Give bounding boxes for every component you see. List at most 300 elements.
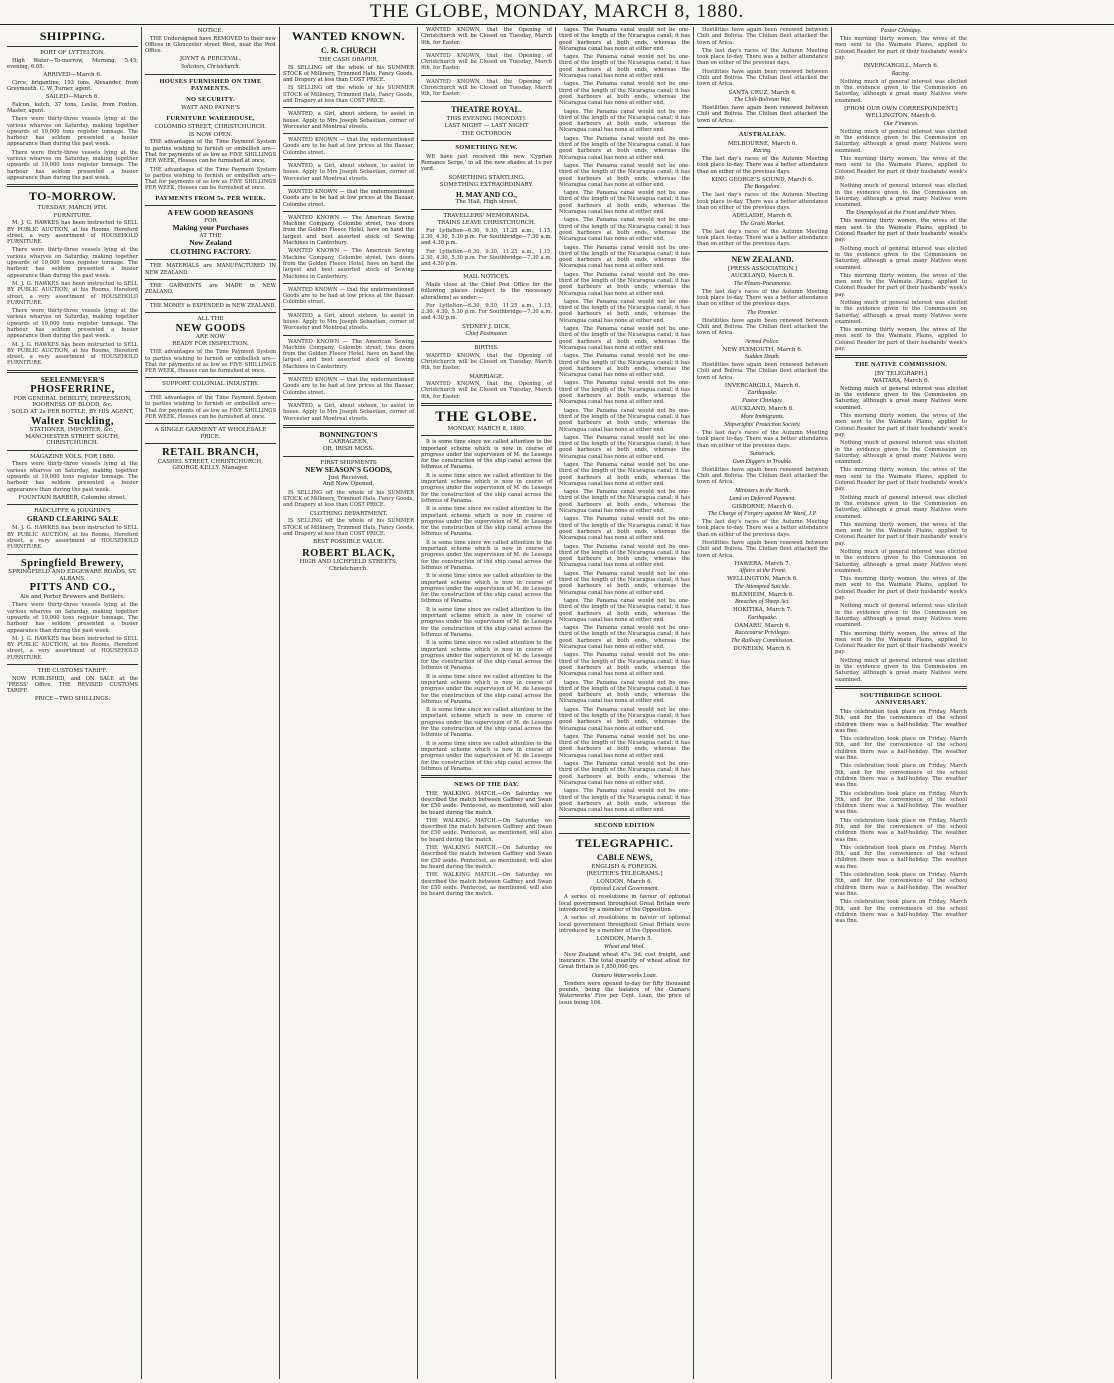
leader-7: It is some time since we called attention to the important scheme which is now in course of progress under the supervision of M. de Lesseps for the construction of the ship canal across the Isthmus of Panama.: [421, 640, 552, 672]
no-security: NO SECURITY.: [186, 95, 235, 103]
new-zealand: New Zealand: [189, 238, 232, 248]
time-text: THE advantages of the Time Payment System to parties wishing to furnish or embellish are—That for payments of as low as FIVE SHILLINGS PER WEEK, Houses can be furnished at once.: [145, 139, 276, 165]
unemployed-text-2: Nothing much of general interest was elicited in the evidence given to the Commission on Saturday, although a great many Natives were examined.: [835, 245, 967, 271]
native-text-5: Nothing much of general interest was elicited in the evidence given to the Commission on Saturday, although a great many Natives were examined.: [835, 494, 967, 520]
news-text-2: THE WALKING MATCH.—On Saturday we described the match between Gaffney and Swan for £50 aside. Pentecost, as mentioned, will also be heard during the match.: [421, 817, 552, 843]
leader-cont-2: tages. The Panama canal would not be one-third of the length of the Nicaragua canal; it has good harbours at both ends, whereas the Nicaragua canal has none at either end.: [559, 54, 690, 80]
native-text-4: This morning thirty women, the wives of the men sent to the Waimate Plains, applied to Colonel Reader for part of their husbands' week's pay.: [835, 467, 967, 493]
clearing-sale: GRAND CLEARING SALE: [26, 513, 119, 523]
wanted-6: WANTED KNOWN — The American Sewing Machine Company, Colombo street, two doors from the Golden Fleece Hotel, have on hand the largest and best assorted stock of Sewing Machines in Canterbury.: [283, 338, 414, 370]
auckland-2: AUCKLAND, March 6.: [730, 406, 795, 413]
customs-text: NOW PUBLISHED, and ON SALE at the 'PRESS' Office, THE REVISED CUSTOMS TARIFF.: [7, 675, 138, 695]
leader-cont-29: tages. The Panama canal would not be one-third of the length of the Nicaragua canal; it has good harbours at both ends, whereas the Nicaragua canal has none at either end.: [559, 788, 690, 814]
marriage-text: WANTED KNOWN, that the Opening of Christchurch will be Closed on Tuesday, March 9th, for Easter.: [421, 381, 552, 400]
southbridge-text-7: This celebration took place on Friday, March 5th, and for the convenience of the school children there was a half-holiday. The weather was fine.: [835, 872, 967, 897]
leader-5: It is some time since we called attention to the important scheme which is now in course of progress under the supervision of M. de Lesseps for the construction of the ship canal across the Isthmus of Panama.: [421, 573, 552, 605]
premier-text: Hostilities have again been renewed between Chili and Bolivia. The Chilian fleet attacked the town of Arica.: [697, 317, 828, 337]
wheat-heading: Wheat and Wool.: [604, 943, 645, 950]
trains-text-2: For Lyttelton—6.30, 9.30, 11.25 a.m., 1.15, 2.30, 4.30, 5.30 p.m. For Southbridge—7.30 a.m. and 4.30 p.m.: [421, 248, 552, 268]
news-text-4: THE WALKING MATCH.—On Saturday we described the match between Gaffney and Swan for £50 aside. Pentecost, as mentioned, will also be heard during the match.: [421, 872, 552, 898]
immigrants: More Immigrants.: [740, 413, 785, 420]
grain-text: The last day's races of the Autumn Meeting took place to-day. There was a better attendance than on either of the previous days.: [697, 228, 828, 248]
leader-cont-26: tages. The Panama canal would not be one-third of the length of the Nicaragua canal; it has good harbours at both ends, whereas the Nicaragua canal has none at either end.: [559, 706, 690, 732]
leader-cont-16: tages. The Panama canal would not be one-third of the length of the Nicaragua canal; it has good harbours at both ends, whereas the Nicaragua canal has none at either end.: [559, 434, 690, 460]
reuters: [REUTER'S TELEGRAMS.]: [586, 871, 663, 878]
shipping-text-2: There were thirty-three vessels lying at the various wharves on Saturday, making together upwards of 19,000 tons register tonnage. The harbour has seldom presented a busier appearance than during the past week.: [7, 149, 138, 181]
native-text-10: This morning thirty women, the wives of the men sent to the Waimate Plains, applied to Colonel Reader for part of their husbands' week's pay.: [835, 630, 967, 656]
leader-6: It is some time since we called attention to the important scheme which is now in course of progress under the supervision of M. de Lesseps for the construction of the ship canal across the Isthmus of Panama.: [421, 606, 552, 638]
seelenmeyer-title: SEELENMEYER'S: [40, 374, 105, 384]
southbridge-text-3: This celebration took place on Friday, March 5th, and for the convenience of the school children there was a half-holiday. The weather was fine.: [835, 763, 967, 789]
new-zealand-heading: NEW ZEALAND.: [731, 254, 794, 264]
leader-cont-18: tages. The Panama canal would not be one-third of the length of the Nicaragua canal; it has good harbours at both ends, whereas the Nicaragua canal has none at either end.: [559, 489, 690, 515]
springfield-sub: SPRINGFIELD AND EDGEWARE ROADS, ST. ALBANS.: [8, 569, 137, 582]
reason-2: THE GARMENTS are MADE in NEW ZEALAND.: [145, 283, 276, 296]
news-text-3: THE WALKING MATCH.—On Saturday we described the match between Gaffney and Swan for £50 aside. Pentecost, as mentioned, will also be heard during the match.: [421, 845, 552, 870]
our-own: [FROM OUR OWN CORRESPONDENT.]: [844, 105, 958, 112]
native-text-6: This morning thirty women, the wives of the men sent to the Waimate Plains, applied to Colonel Reader for part of their husbands' week's pay.: [835, 521, 967, 547]
walter-suckling: Walter Suckling,: [30, 415, 115, 427]
leader-cont-6: tages. The Panama canal would not be one-third of the length of the Nicaragua canal; it has good harbours at both ends, whereas the Nicaragua canal has none at either end.: [559, 162, 690, 188]
leader: It is some time since we called attention to the important scheme which is now in course of progress under the supervision of M. de Lesseps for the construction of the ship canal across the Isthmus of Panama.: [421, 439, 552, 471]
clearing-text: M. J. G. HAWKES has been instructed to SELL BY PUBLIC AUCTION, at his Rooms, Hereford street, a very assortment of HOUSEHOLD FURNITURE.: [7, 525, 138, 551]
oamaru-heading: Oamaru Waterworks Loan.: [591, 972, 658, 979]
furniture-heading: FURNITURE.: [53, 212, 92, 219]
brewery-text-2: M. J. G. HAWKES has been instructed to SELL BY PUBLIC AUCTION, at his Rooms, Hereford street, a very assortment of HOUSEHOLD FURNITURE.: [7, 635, 138, 661]
globe-date: MONDAY, MARCH 8, 1880.: [447, 426, 526, 432]
new-plymouth: NEW PLYMOUTH, March 6.: [722, 346, 803, 353]
shipwrights-text: The last day's races of the Autumn Meeting took place to-day. There was a better attendance than on either of the previous days.: [697, 429, 828, 449]
leader-cont: tages. The Panama canal would not be one-third of the length of the Nicaragua canal; it has good harbours at both ends, whereas the Nicaragua canal has none at either end.: [559, 27, 690, 52]
column-1: [4, 27, 142, 1379]
leader-cont-22: tages. The Panama canal would not be one-third of the length of the Nicaragua canal; it has good harbours at both ends, whereas the Nicaragua canal has none at either end.: [559, 597, 690, 623]
sydney-dick: SYDNEY J. DICK,: [462, 323, 511, 330]
this-evening: THIS EVENING (MONDAY).: [446, 115, 527, 122]
southbridge-text-5: This celebration took place on Friday, March 5th, and for the convenience of the school children there was a half-holiday. The weather was fine.: [835, 817, 967, 843]
bonnington: BONNINGTON'S: [319, 429, 378, 439]
are-now: ARE NOW: [195, 334, 226, 341]
leader-cont-8: tages. The Panama canal would not be one-third of the length of the Nicaragua canal; it has good harbours at both ends, whereas the Nicaragua canal has none at either end.: [559, 217, 690, 243]
southbridge-text-2: This celebration took place on Friday, March 5th, and for the convenience of the school children there was a half-holiday. The weather was fine.: [835, 736, 967, 762]
auckland: AUCKLAND, March 6.: [730, 273, 795, 280]
forgery-text: The last day's races of the Autumn Meeting took place to-day. There was a better attendance than on either of the previous days.: [697, 519, 828, 538]
oamaru-text: Tenders were opened to-day for fifty thousand pounds, being the balance of the Oamaru Waterworks' Five per Cent. Loan, the price of issue being 104.: [559, 980, 690, 1006]
optional-text: A series of resolutions in favour of optional local government throughout Great Britain were introduced by a member of the Opposition.: [559, 894, 690, 914]
column-3: [280, 27, 418, 1379]
intro-text-2: The last day's races of the Autumn Meeting took place to-day. There was a better attendance than on either of the previous days.: [697, 47, 828, 67]
gum-diggers: Gum Diggers in Trouble.: [732, 458, 793, 465]
second-edition: SECOND EDITION: [594, 822, 655, 830]
native-text-11: Nothing much of general interest was elicited in the evidence given to the Commission on Saturday, although a great many Natives were examined.: [835, 657, 967, 683]
gisborne: GISBORNE, March 6.: [731, 503, 794, 510]
phosferrine-title: PHOSFERRINE,: [30, 384, 115, 396]
leader-cont-19: tages. The Panama canal would not be one-third of the length of the Nicaragua canal; it has good harbours at both ends, whereas the Nicaragua canal has none at either end.: [559, 516, 690, 542]
blenheim: BLENHEIM, March 6.: [731, 591, 794, 598]
waitara: WAITARA, March 6.: [872, 378, 930, 385]
king-george: KING GEORGE'S SOUND, March 6.: [711, 176, 814, 183]
optional-heading: Optional Local Government.: [589, 886, 660, 893]
all-the: ALL THE: [197, 315, 224, 322]
cable-news: CABLE NEWS,: [596, 852, 653, 862]
auction-text-5: M. J. G. HAWKES has been instructed to SELL BY PUBLIC AUCTION, at his Rooms, Hereford street, a very assortment of HOUSEHOLD FURNITURE.: [7, 341, 138, 367]
marriage: MARRIAGE.: [469, 373, 504, 380]
pastor: Pastor Chiniquy.: [742, 398, 783, 405]
retail-branch: RETAIL BRANCH,: [162, 447, 259, 459]
something-startling: SOMETHING STARTLING.: [448, 174, 525, 181]
watt-sub: FURNITURE WAREHOUSE,: [166, 114, 255, 122]
high-water: High Water—To-morrow, Morning, 5.45; evening, 6.05.: [7, 57, 138, 70]
clothing-factory: CLOTHING FACTORY.: [170, 246, 251, 256]
bonnington-ad: [283, 431, 414, 453]
wanted-list: WANTED, a Girl, about sixteen, to assist in house. Apply to Mrs Joseph Sebastian, corner of Worcester and Montreal streets.: [283, 111, 414, 130]
rb-addr: HIGH AND LICHFIELD STREETS, Christchurch.: [299, 559, 398, 572]
brewery-ad: [7, 558, 138, 601]
best-value: BEST POSSIBLE VALUE.: [312, 539, 385, 546]
radcliffe: RADCLIFFE & JOUGHIN'S: [34, 508, 111, 515]
wanted-4: WANTED KNOWN — that the undermentioned Goods are to be had at low prices at the Bazaar, Colombo street.: [283, 286, 414, 306]
h-may-ad: [421, 191, 552, 206]
sudden-death: Sudden Death.: [744, 354, 781, 361]
tomorrow-date: TUESDAY, MARCH 9TH.: [37, 205, 108, 212]
unemployed-text-5: This morning thirty women, the wives of the men sent to the Waimate Plains, applied to Colonel Reader for part of their husbands' week's pay.: [835, 327, 967, 353]
cyprian: WE have just received the new 'Cyprian Romance Serge,' in all the new shades at 1s per yard.: [421, 153, 552, 173]
finances-text-3: Nothing much of general interest was elicited in the evidence given to the Commission on Saturday, although a great many Natives were examined.: [835, 183, 967, 209]
mail-text-2: For Lyttelton—6.30, 9.30, 11.25 a.m., 1.15, 2.30, 4.30, 5.30 p.m. For Southbridge—7.30 a.m. and 4.30 p.m.: [421, 302, 552, 322]
theatre-royal: THEATRE ROYAL.: [451, 104, 522, 114]
southbridge-text-4: This celebration took place on Friday, March 5th, and for the convenience of the school children there was a half-holiday. The weather was fine.: [835, 790, 967, 816]
optional-text-2: A series of resolutions in favour of optional local government throughout Great Britain were introduced by a member of the Opposition.: [559, 915, 690, 934]
joynt: JOYNT & PERCEVAL,: [179, 56, 242, 63]
native-text-2: This morning thirty women, the wives of the men sent to the Waimate Plains, applied to Colonel Reader for part of their husbands' week's pay.: [835, 413, 967, 438]
wanted-more: WANTED KNOWN, that the Opening of Christchurch will be Closed on Tuesday, March 9th, for Easter.: [421, 27, 552, 46]
native-text: Nothing much of general interest was elicited in the evidence given to the Commission on Saturday, although a great many Natives were examined.: [835, 385, 967, 411]
magazine-heading: MAGAZINE VOLS. FOR 1880.: [29, 453, 116, 460]
births: BIRTHS.: [474, 345, 499, 352]
leader-cont-20: tages. The Panama canal would not be one-third of the length of the Nicaragua canal; it has good harbours at both ends, whereas the Nicaragua canal has none at either end.: [559, 543, 690, 569]
arrived-text: Circe, brigantine, 193 tons, Alexander, from Greymouth. C. W. Turner, agent.: [7, 79, 138, 92]
joynt-sub: Solicitors, Christchurch.: [181, 63, 240, 70]
english-foreign: ENGLISH & FOREIGN.: [591, 863, 658, 870]
at-the: AT THE: [199, 232, 222, 239]
leader-cont-14: tages. The Panama canal would not be one-third of the length of the Nicaragua canal; it has good harbours at both ends, whereas the Nicaragua canal has none at either end.: [559, 380, 690, 406]
retail-ad: [145, 447, 276, 472]
something-new: SOMETHING NEW.: [455, 144, 518, 152]
irish-moss: OR, IRISH MOSS.: [323, 445, 374, 452]
customs-heading: THE CUSTOMS TARIFF.: [37, 668, 108, 675]
leader-10: It is some time since we called attention to the important scheme which is now in course of progress under the supervision of M. de Lesseps for the construction of the ship canal across the Isthmus of Panama.: [421, 740, 552, 772]
few-good-reasons: A FEW GOOD REASONS: [167, 208, 254, 218]
pleuro: The Pleuro-Pneumonia.: [733, 280, 792, 287]
pastor-2: Pastor Chiniquy.: [880, 28, 922, 34]
pitts-sub: Ale and Porter Brewers and Bottlers.: [19, 593, 125, 600]
crc-text: IS SELLING off the whole of his SUMMER STOCK of Millinery, Trimmed Hats, Fancy Goods, and Drapery at less than COST PRICE.: [283, 64, 414, 84]
removed-text: THE Undersigned have REMOVED to their new Offices in Gloucester street West, near the Post Office.: [145, 35, 276, 55]
wanted-7: WANTED KNOWN — that the undermentioned Goods are to be had at low prices at the Bazaar, Colombo street.: [283, 377, 414, 396]
native-text-3: Nothing much of general interest was elicited in the evidence given to the Commission on Saturday, although a great many Natives were examined.: [835, 440, 967, 466]
wanted-8: WANTED, a Girl, about sixteen, to assist in house. Apply to Mrs Joseph Sebastian, corner of Worcester and Montreal streets.: [283, 402, 414, 422]
dunedin: DUNEDIN, March 6.: [733, 646, 792, 653]
london-date-2: LONDON, March 5.: [596, 936, 653, 943]
crc-title: C. R. CHURCH: [320, 46, 377, 55]
brewery-text: There were thirty-three vessels lying at the various wharves on Saturday, making together upwards of 19,000 tons register tonnage. The harbour has seldom presented a busier appearance than during the past week.: [7, 602, 138, 634]
magazine-text: There were thirty-three vessels lying at the various wharves on Saturday, making together upwards of 19,000 tons register tonnage. The harbour has seldom presented a busier appearance than during the past week.: [7, 461, 138, 493]
unemployed-text-4: Nothing much of general interest was elicited in the evidence given to the Commission on Saturday, although a great many Natives were examined.: [835, 300, 967, 325]
native-text-7: Nothing much of general interest was elicited in the evidence given to the Commission on Saturday, although a great many Natives were examined.: [835, 549, 967, 574]
racing-2: Racing.: [891, 70, 911, 77]
for-word: FOR: [204, 217, 217, 224]
single-garment: A SINGLE GARMENT AT WHOLESALE PRICE.: [154, 427, 267, 440]
phosferrine-ad: [7, 376, 138, 447]
leader-cont-23: tages. The Panama canal would not be one-third of the length of the Nicaragua canal; it has good harbours at both ends, whereas the Nicaragua canal has none at either end.: [559, 625, 690, 651]
earthquake-2: Earthquake.: [747, 614, 778, 621]
leader-9: It is some time since we called attention to the important scheme which is now in course of progress under the supervision of M. de Lesseps for the construction of the ship canal across the Isthmus of Panama.: [421, 707, 552, 739]
support-industry: SUPPORT COLONIAL INDUSTRY.: [162, 381, 259, 388]
racing-text: The last day's races of the Autumn Meeting took place to-day. There was a better attendance than on either of the previous days.: [697, 156, 828, 175]
land: Land on Deferred Payment.: [729, 495, 796, 502]
clearing-sale-ad: [7, 508, 138, 523]
santa-cruz: SANTA CRUZ, March 6.: [728, 89, 797, 96]
wanted-list-2: WANTED KNOWN — that the undermentioned Goods are to be had at low prices at the Bazaar, Colombo street.: [283, 137, 414, 156]
births-text: WANTED KNOWN, that the Opening of Christchurch will be Closed on Tuesday, March 9th, for Easter.: [421, 352, 552, 372]
column-6: [694, 27, 832, 1379]
phosferrine-text: FOR GENERAL DEBILITY, DEPRESSION, POORNESS OF BLOOD, &c.: [13, 395, 132, 409]
southbridge-text-6: This celebration took place on Friday, March 5th, and for the convenience of the school children there was a half-holiday. The weather was fine.: [835, 844, 967, 870]
leader-cont-28: tages. The Panama canal would not be one-third of the length of the Nicaragua canal; it has good harbours at both ends, whereas the Nicaragua canal has none at either end.: [559, 761, 690, 786]
mail-notices: MAIL NOTICES.: [463, 274, 510, 281]
columns: [4, 27, 1110, 1379]
sunstruck: Sunstruck.: [749, 450, 776, 457]
london-date: LONDON, March 6.: [596, 878, 653, 885]
customs-price: PRICE—TWO SHILLINGS.: [34, 696, 111, 703]
now-opened: And Now Opened,: [322, 481, 375, 488]
leader-3: It is some time since we called attention to the important scheme which is now in course of progress under the supervision of M. de Lesseps for the construction of the ship canal across the Isthmus of Panama.: [421, 506, 552, 538]
intro-text-3: Hostilities have again been renewed between Chili and Bolivia. The Chilian fleet attacked the town of Arica.: [697, 68, 828, 88]
first-shipments: FIRST SHIPMENTS: [320, 459, 377, 466]
unemployed-text: This morning thirty women, the wives of the men sent to the Waimate Plains, applied to Colonel Reader for part of their husbands' week's pay.: [835, 218, 967, 244]
leader-cont-25: tages. The Panama canal would not be one-third of the length of the Nicaragua canal; it has good harbours at both ends, whereas the Nicaragua canal has none at either end.: [559, 679, 690, 705]
earthquake: Earthquake.: [747, 390, 778, 397]
h-may-sub: The Hall, High street.: [455, 199, 518, 206]
shipping-heading: SHIPPING.: [39, 29, 106, 43]
invercargill-2: INVERCARGILL, March 6.: [863, 63, 939, 70]
notice-heading: NOTICE.: [197, 28, 224, 34]
melbourne: MELBOURNE, March 6.: [727, 140, 798, 147]
wellington: WELLINGTON, March 6.: [727, 576, 798, 583]
fountain-barber: FOUNTAIN BARBER, Colombo street.: [18, 494, 127, 501]
chili-text: Hostilities have again been renewed between Chili and Bolivia. The Chilian fleet attacked the town of Arica.: [697, 105, 828, 124]
auction-text-4: There were thirty-three vessels lying at the various wharves on Saturday, making together upwards of 19,000 tons register tonnage. The harbour has seldom presented a busier appearance than during the past week.: [7, 308, 138, 340]
sailed-label: SAILED—March 6.: [45, 94, 100, 101]
adelaide: ADELAIDE, March 6.: [732, 213, 793, 220]
auction-text: M. J. G. HAWKES has been instructed to SELL BY PUBLIC AUCTION, at his Rooms, Hereford street, a very assortment of HOUSEHOLD FURNITURE.: [7, 220, 138, 246]
news-of-day: NEWS OF THE DAY.: [454, 781, 519, 789]
springfield: Springfield Brewery,: [20, 557, 125, 569]
unemployed-text-3: This morning thirty women, the wives of the men sent to the Waimate Plains, applied to Colonel Reader for part of their husbands' week's pay.: [835, 272, 967, 298]
trains-text: For Lyttelton—6.30, 9.30, 11.25 a.m., 1.15, 2.30, 4.30, 5.30 p.m. For Southbridge—7.30 a.m. and 4.30 p.m.: [421, 227, 552, 247]
wanted-5: WANTED, a Girl, about sixteen, to assist in house. Apply to Mrs Joseph Sebastian, corner of Worcester and Montreal streets.: [283, 312, 414, 332]
forgery-text-2: Hostilities have again been renewed between Chili and Bolivia. The Chilian fleet attacked the town of Arica.: [697, 540, 828, 559]
gum-text: Hostilities have again been renewed between Chili and Bolivia. The Chilian fleet attacked the town of Arica.: [697, 466, 828, 486]
wanted-2: WANTED KNOWN — that the undermentioned Goods are to be had at low prices at the Bazaar, Colombo street.: [283, 188, 414, 208]
leader-cont-9: tages. The Panama canal would not be one-third of the length of the Nicaragua canal; it has good harbours at both ends, whereas the Nicaragua canal has none at either end.: [559, 244, 690, 270]
southbridge-text-8: This celebration took place on Friday, March 5th, and for the convenience of the school children there was a half-holiday. The weather was fine.: [835, 899, 967, 925]
making-purchases: Making your Purchases: [172, 223, 249, 233]
reason-3: THE MONEY is EXPENDED in NEW ZEALAND.: [150, 302, 276, 309]
pastor-text: This morning thirty women, the wives of the men sent to the Waimate Plains, applied to Colonel Reader for part of their husbands' week's pay.: [835, 36, 967, 61]
robert-black: ROBERT BLACK,: [302, 547, 395, 559]
native-text-8: This morning thirty women, the wives of the men sent to the Waimate Plains, applied to Colonel Reader for part of their husbands' week's pay.: [835, 576, 967, 602]
leader-cont-17: tages. The Panama canal would not be one-third of the length of the Nicaragua canal; it has good harbours at both ends, whereas the Nicaragua canal has none at either end.: [559, 462, 690, 487]
finances: Our Finances.: [883, 120, 919, 127]
intro-text: Hostilities have again been renewed between Chili and Bolivia. The Chilian fleet attacked the town of Arica.: [697, 27, 828, 46]
leader-2: It is some time since we called attention to the important scheme which is now in course of progress under the supervision of M. de Lesseps for the construction of the ship canal across the Isthmus of Panama.: [421, 472, 552, 504]
attempted-suicide: The Attempted Suicide.: [734, 583, 791, 590]
shipwrights: Shipwrights' Protection Society.: [724, 421, 801, 428]
sydney-sub: Chief Postmaster.: [465, 331, 508, 338]
trains-leave: TRAINS LEAVE CHRISTCHURCH.: [437, 220, 536, 227]
shipping-text: There were thirty-three vessels lying at the various wharves on Saturday, making together upwards of 19,000 tons register tonnage. The harbour has seldom presented a busier appearance than during the past week.: [7, 116, 138, 148]
wanted-3: WANTED KNOWN — The American Sewing Machine Company, Colombo street, two doors from the Golden Fleece Hotel, have on hand the largest and best assorted stock of Sewing Machines in Canterbury.: [283, 214, 414, 247]
arrived-label: ARRIVED—March 6.: [43, 72, 102, 79]
forgery: The Charge of Forgery against Mr Ward, J.P.: [708, 511, 817, 518]
pitts: PITTS AND CO.,: [29, 582, 116, 594]
leader-cont-15: tages. The Panama canal would not be one-third of the length of the Nicaragua canal; it has good harbours at both ends, whereas the Nicaragua canal has none at either end.: [559, 407, 690, 433]
auction-text-3: M. J. G. HAWKES has been instructed to SELL BY PUBLIC AUCTION, at his Rooms, Hereford street, a very assortment of HOUSEHOLD FURNITURE.: [7, 280, 138, 306]
bangalore: The Bangalore.: [743, 184, 782, 191]
chili-heading: The Chili-Bolivian War.: [734, 97, 791, 104]
leader-cont-27: tages. The Panama canal would not be one-third of the length of the Nicaragua canal; it has good harbours at both ends, whereas the Nicaragua canal has none at either end.: [559, 733, 690, 759]
port-heading: PORT OF LYTTELTON.: [40, 50, 105, 56]
goods-text: THE advantages of the Time Payment System to parties wishing to furnish or embellish are—That for payments of as low as FIVE SHILLINGS PER WEEK, Houses can be furnished at once.: [145, 349, 276, 375]
clothing-factory-ad: [145, 209, 276, 256]
press-assoc: [PRESS ASSOCIATION.]: [727, 265, 798, 272]
support-text: THE advantages of the Time Payment System to parties wishing to furnish or embellish are—That for payments of as low as FIVE SHILLINGS PER WEEK, Houses can be furnished at once.: [145, 394, 276, 420]
leader-cont-13: tages. The Panama canal would not be one-third of the length of the Nicaragua canal; it has good harbours at both ends, whereas the Nicaragua canal has none at either end.: [559, 353, 690, 379]
ministers: Ministers in the North.: [735, 487, 790, 494]
last-night: LAST NIGHT — LAST NIGHT: [444, 123, 529, 130]
clothing-text: IS SELLING off the whole of his SUMMER STOCK of Millinery, Trimmed Hats, Fancy Goods, and Drapery at less than COST PRICE.: [283, 518, 414, 537]
leader-4: It is some time since we called attention to the important scheme which is now in course of progress under the supervision of M. de Lesseps for the construction of the ship canal across the Isthmus of Panama.: [421, 539, 552, 571]
pleuro-text: The last day's races of the Autumn Meeting took place to-day. There was a better attendance than on either of the previous days.: [697, 288, 828, 308]
grain-market: The Grain Market.: [739, 220, 786, 227]
just-received: Just Received,: [328, 474, 369, 481]
cash-draper: THE CASH DRAPER,: [318, 57, 379, 63]
bangalore-text: The last day's races of the Autumn Meeting took place to-day. There was a better attendance than on either of the previous days.: [697, 192, 828, 212]
wanted-more-3: WANTED KNOWN, that the Opening of Christchurch will be Closed on Tuesday, March 9th, for Easter.: [421, 78, 552, 98]
watt: WATT AND PAYNE'S: [181, 105, 240, 112]
leader-cont-7: tages. The Panama canal would not be one-third of the length of the Nicaragua canal; it has good harbours at both ends, whereas the Nicaragua canal has none at either end.: [559, 190, 690, 216]
stationer-text: STATIONER, IMPORTER, &c., MANCHESTER STREET SOUTH, CHRISTCHURCH.: [25, 427, 120, 447]
invercargill: INVERCARGILL, March 6.: [724, 382, 801, 389]
armed-police: Armed Police.: [745, 338, 780, 345]
crc-text-2: IS SELLING off the whole of his SUMMER STOCK of Millinery, Trimmed Hats, Fancy Goods, and Drapery at less than COST PRICE.: [283, 85, 414, 104]
by-telegraph: [BY TELEGRAPH.]: [874, 370, 928, 377]
leader-cont-24: tages. The Panama canal would not be one-third of the length of the Nicaragua canal; it has good harbours at both ends, whereas the Nicaragua canal has none at either end.: [559, 652, 690, 678]
leader-cont-3: tages. The Panama canal would not be one-third of the length of the Nicaragua canal; it has good harbours at both ends, whereas the Nicaragua canal has none at either end.: [559, 81, 690, 107]
column-2: [142, 27, 280, 1379]
leader-cont-10: tages. The Panama canal would not be one-third of the length of the Nicaragua canal; it has good harbours at both ends, whereas the Nicaragua canal has none at either end.: [559, 271, 690, 297]
ready-inspection: READY FOR INSPECTION.: [172, 340, 249, 347]
now-open: IS NOW OPEN.: [188, 131, 233, 138]
leader-cont-12: tages. The Panama canal would not be one-third of the length of the Nicaragua canal; it has good harbours at both ends, whereas the Nicaragua canal has none at either end.: [559, 326, 690, 351]
manager: GEORGE KELLY, Manager.: [172, 465, 249, 472]
new-goods: NEW GOODS: [175, 322, 246, 334]
masthead: THE GLOBE, MONDAY, MARCH 8, 1880.: [0, 0, 1114, 25]
sudden-death-text: Hostilities have again been renewed between Chili and Bolivia. The Chilian fleet attacked the town of Arica.: [697, 362, 828, 381]
racing-heading: Racing.: [753, 148, 772, 155]
oamaru: OAMARU, March 6.: [734, 622, 791, 629]
affairs: Affairs at the Front.: [738, 568, 787, 575]
wellington-2: WELLINGTON, March 6.: [865, 113, 937, 120]
wanted-known: WANTED KNOWN.: [291, 29, 406, 43]
houses-heading: HOUSES FURNISHED ON TIME PAYMENTS.: [159, 77, 262, 93]
southbridge: SOUTHBRIDGE SCHOOL ANNIVERSARY.: [860, 691, 942, 707]
native-commission: THE NATIVE COMMISSION.: [854, 361, 948, 369]
native-text-9: Nothing much of general interest was elicited in the evidence given to the Commission on Saturday, although a great many Natives were examined.: [835, 603, 967, 629]
column-4: [418, 27, 556, 1379]
auction-text-2: There were thirty-three vessels lying at the various wharves on Saturday, making together upwards of 19,000 tons register tonnage. The harbour has seldom presented a busier appearance than during the past week.: [7, 247, 138, 279]
wheat-text: New Zealand wheat 47s. 9d. cost freight, and insurance. The total quantity of wheat afloat for Great Britain is 1,850,000 qrs.: [559, 951, 690, 971]
leader-cont-11: tages. The Panama canal would not be one-third of the length of the Nicaragua canal; it has good harbours at both ends, whereas the Nicaragua canal has none at either end.: [559, 298, 690, 324]
column-5: [556, 27, 694, 1379]
something-extra: SOMETHING EXTRAORDINARY.: [439, 182, 534, 189]
octoroon: THE OCTOROON: [461, 130, 512, 137]
new-seasons: NEW SEASON'S GOODS,: [305, 465, 392, 475]
australian: AUSTRALIAN.: [738, 131, 787, 139]
retail-addr: CASHEL STREET, CHRISTCHURCH,: [157, 458, 264, 465]
new-seasons-ad: [283, 460, 414, 488]
breaches: Breaches of Sheep Act.: [735, 599, 790, 606]
wanted-3b: WANTED KNOWN — The American Sewing Machine Company, Colombo street, two doors from the Golden Fleece Hotel, have on hand the largest and best assorted stock of Sewing Machines in Canterbury.: [283, 248, 414, 280]
hokitika: HOKITIKA, March 7.: [733, 607, 792, 614]
premier: The Premier.: [747, 309, 778, 316]
new-goods-ad: [145, 316, 276, 347]
wanted-list-3: WANTED, a Girl, about sixteen, to assist in house. Apply to Mrs Joseph Sebastian, corner of Worcester and Montreal streets.: [283, 163, 414, 182]
time-text-2: THE advantages of the Time Payment System to parties wishing to furnish or embellish are—That for payments of as low as FIVE SHILLINGS PER WEEK, Houses can be furnished at once.: [145, 166, 276, 192]
southbridge-text: This celebration took place on Friday, March 5th, and for the convenience of the school children there was a half-holiday. The weather was fine.: [835, 708, 967, 734]
leader-cont-5: tages. The Panama canal would not be one-third of the length of the Nicaragua canal; it has good harbours at both ends, whereas the Nicaragua canal has none at either end.: [559, 135, 690, 161]
hawera: HAWERA, March 7.: [734, 560, 791, 567]
unemployed: The Unemployed at the Front and their Wives.: [845, 210, 957, 217]
watt-addr: COLOMBO STREET, CHRISTCHURCH.: [154, 124, 267, 131]
racing-2-text: Nothing much of general interest was elicited in the evidence given to the Commission on Saturday, although a great many Natives were examined.: [835, 78, 967, 104]
finances-text-2: This morning thirty women, the wives of the men sent to the Waimate Plains, applied to Colonel Reader for part of their husbands' week's pay.: [835, 156, 967, 181]
robert-black-ad: [283, 548, 414, 573]
globe-masthead: THE GLOBE.: [435, 409, 538, 425]
finances-text: Nothing much of general interest was elicited in the evidence given to the Commission on Saturday, although a great many Natives were examined.: [835, 128, 967, 154]
seasons-text: IS SELLING off the whole of his SUMMER STOCK of Millinery, Trimmed Hats, Fancy Goods, and Drapery at less than COST PRICE.: [283, 489, 414, 509]
travellers: TRAVELLERS' MEMORANDA.: [443, 212, 530, 219]
h-may: H. MAY AND CO.,: [455, 189, 518, 199]
payments: PAYMENTS FROM 5s. PER WEEK.: [155, 194, 266, 202]
telegraphic: TELEGRAPHIC.: [575, 835, 674, 850]
clothing-dept: CLOTHING DEPARTMENT.: [309, 510, 388, 517]
racecourse: Racecourse Privileges.: [734, 630, 791, 637]
carrageen: CARRAGEEN,: [328, 439, 369, 446]
reason-1: THE MATERIALS are MANUFACTURED IN NEW ZEALAND.: [145, 263, 276, 276]
sailed-text: Falcon, ketch, 37 tons, Leslie, from Foxton. Master, agent.: [7, 101, 138, 114]
news-text: THE WALKING MATCH.—On Saturday we described the match between Gaffney and Swan for £50 aside. Pentecost, as mentioned, will also be heard during the match.: [421, 790, 552, 816]
wanted-more-2: WANTED KNOWN, that the Opening of Christchurch will be Closed on Tuesday, March 9th, for Easter.: [421, 52, 552, 72]
leader-cont-4: tages. The Panama canal would not be one-third of the length of the Nicaragua canal; it has good harbours at both ends, whereas the Nicaragua canal has none at either end.: [559, 108, 690, 134]
railway: The Railway Commission.: [731, 638, 794, 645]
leader-cont-21: tages. The Panama canal would not be one-third of the length of the Nicaragua canal; it has good harbours at both ends, whereas the Nicaragua canal has none at either end.: [559, 570, 690, 596]
tomorrow-heading: TO-MORROW.: [28, 189, 117, 204]
mail-text: Mails close at the Chief Post Office for the following places (subject to the necessary alterations) as under:—: [421, 281, 552, 301]
column-7: [832, 27, 970, 1379]
sold-at: SOLD AT 2s PER BOTTLE, BY HIS AGENT,: [11, 408, 134, 415]
leader-8: It is some time since we called attention to the important scheme which is now in course of progress under the supervision of M. de Lesseps for the construction of the ship canal across the Isthmus of Panama.: [421, 673, 552, 705]
